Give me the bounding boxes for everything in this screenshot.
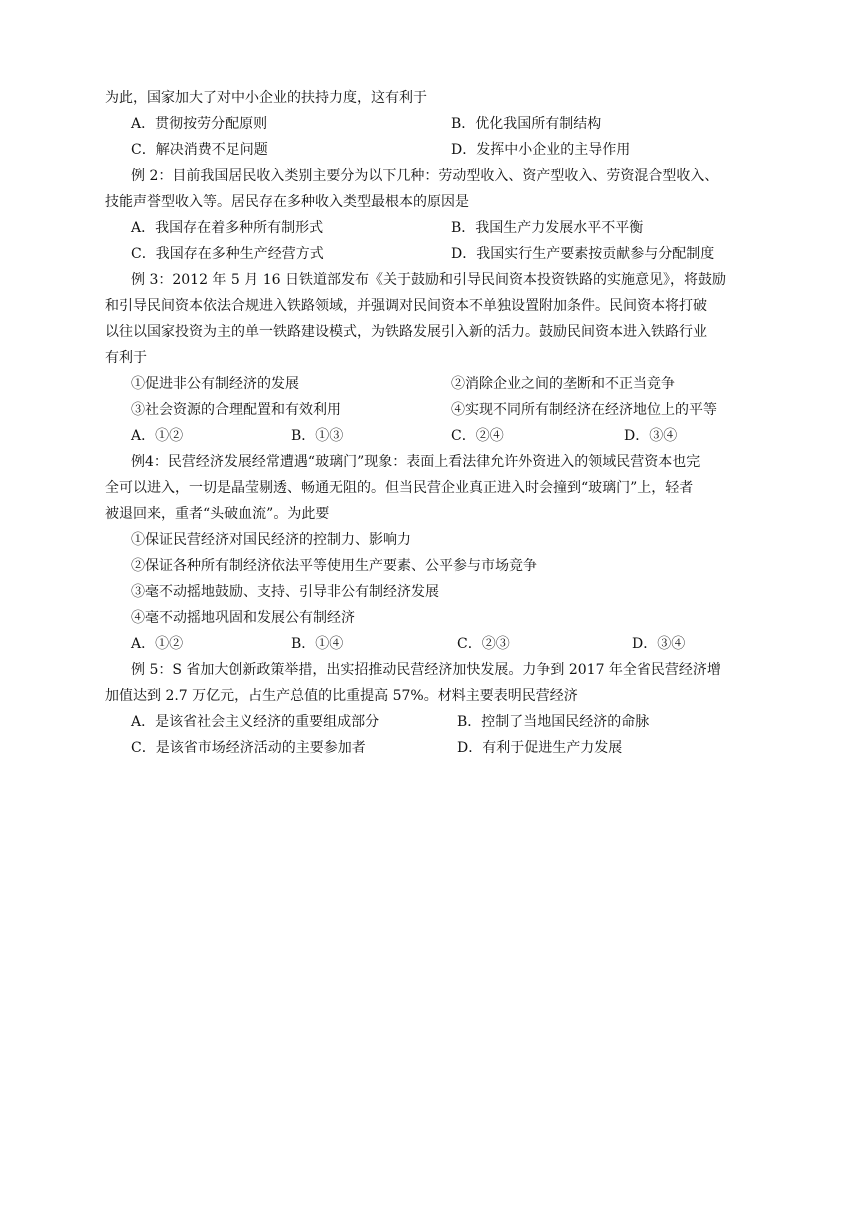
statement-4: ④实现不同所有制经济在经济地位上的平等 — [451, 402, 717, 418]
question-stem: 全可以进入，一切是晶莹剔透、畅通无阻的。但当民营企业真正进入时会撞到“玻璃门”上，轻者 — [105, 480, 694, 496]
statement-2: ②保证各种所有制经济依法平等使用生产要素、公平参与市场竞争 — [131, 558, 537, 574]
question-stem: 被退回来，重者“头破血流”。为此要 — [105, 506, 330, 522]
option-d: D．发挥中小企业的主导作用 — [451, 142, 631, 158]
question-stem: 例 2：目前我国居民收入类别主要分为以下几种：劳动型收入、资产型收入、劳资混合型收入、 — [131, 168, 719, 184]
option-c: C．②③ — [457, 636, 510, 652]
option-c: C．②④ — [451, 428, 504, 444]
option-c: C．我国存在多种生产经营方式 — [131, 246, 324, 262]
option-b: B．①③ — [291, 428, 344, 444]
question-stem: 加值达到 2.7 万亿元，占生产总值的比重提高 57%。材料主要表明民营经济 — [105, 688, 578, 704]
statement-1: ①促进非公有制经济的发展 — [131, 376, 299, 392]
option-b: B．①④ — [291, 636, 344, 652]
option-b: B．我国生产力发展水平不平衡 — [451, 220, 644, 236]
statement-2: ②消除企业之间的垄断和不正当竞争 — [451, 376, 675, 392]
statement-4: ④毫不动摇地巩固和发展公有制经济 — [131, 610, 355, 626]
question-stem: 为此，国家加大了对中小企业的扶持力度，这有利于 — [105, 90, 427, 106]
question-stem: 以往以国家投资为主的单一铁路建设模式，为铁路发展引入新的活力。鼓励民间资本进入铁路行业 — [105, 324, 707, 340]
option-d: D．我国实行生产要素按贡献参与分配制度 — [451, 246, 715, 262]
statement-3: ③毫不动摇地鼓励、支持、引导非公有制经济发展 — [131, 584, 439, 600]
question-stem: 例4：民营经济发展经常遭遇“玻璃门”现象：表面上看法律允许外资进入的领域民营资本也完 — [131, 454, 701, 470]
option-c: C．是该省市场经济活动的主要参加者 — [131, 740, 366, 756]
statement-1: ①保证民营经济对国民经济的控制力、影响力 — [131, 532, 411, 548]
question-stem: 例 5：S 省加大创新政策举措，出实招推动民营经济加快发展。力争到 2017 年全省民营经济增 — [131, 662, 721, 678]
question-stem: 技能声誉型收入等。居民存在多种收入类型最根本的原因是 — [105, 194, 469, 210]
option-a: A．是该省社会主义经济的重要组成部分 — [131, 714, 380, 730]
statement-3: ③社会资源的合理配置和有效利用 — [131, 402, 341, 418]
option-a: A．①② — [131, 428, 184, 444]
option-c: C．解决消费不足问题 — [131, 142, 268, 158]
option-a: A．我国存在着多种所有制形式 — [131, 220, 324, 236]
option-d: D．③④ — [632, 636, 686, 652]
question-stem: 例 3：2012 年 5 月 16 日铁道部发布《关于鼓励和引导民间资本投资铁路的实施意见》，将鼓励 — [131, 272, 726, 288]
question-stem: 和引导民间资本依法合规进入铁路领域，并强调对民间资本不单独设置附加条件。民间资本将打破 — [105, 298, 707, 314]
option-a: A．①② — [131, 636, 184, 652]
question-stem: 有利于 — [105, 350, 147, 366]
option-d: D．有利于促进生产力发展 — [457, 740, 623, 756]
option-b: B．控制了当地国民经济的命脉 — [457, 714, 650, 730]
option-d: D．③④ — [624, 428, 678, 444]
option-a: A．贯彻按劳分配原则 — [131, 116, 268, 132]
option-b: B．优化我国所有制结构 — [451, 116, 602, 132]
